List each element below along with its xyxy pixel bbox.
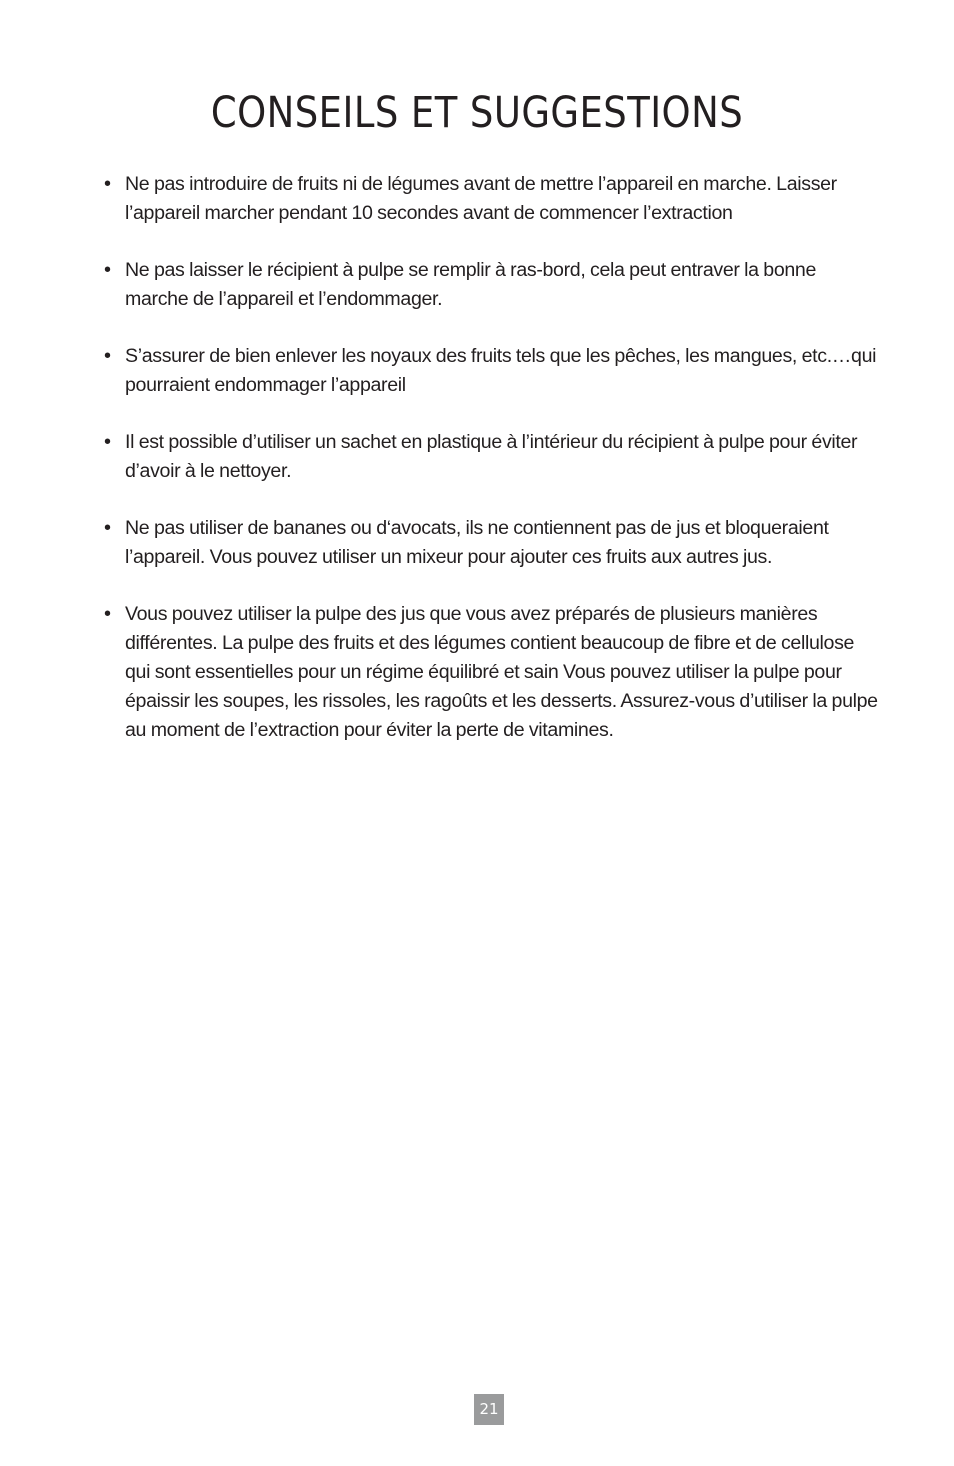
bullet-icon: • bbox=[104, 431, 112, 453]
tip-text: Ne pas utiliser de bananes ou d‘avocats, ils ne contiennent pas de jus et bloqueraient l’appareil. Vous pouvez utiliser un mixeur pour ajouter ces fruits aux autres jus. bbox=[125, 517, 829, 568]
list-item bbox=[104, 342, 879, 400]
tip-text: Vous pouvez utiliser la pulpe des jus que vous avez préparés de plusieurs manières différentes. La pulpe des fruits et des légumes contient beaucoup de fibre et de cellulose qui sont essentielles pour un régime équilibré et sain Vous pouvez utiliser la pulpe pour épaissir les soupes, les rissoles, les ragoûts et les desserts. Assurez-vous d’utiliser la pulpe au moment de l’extraction pour éviter la perte de vitamines. bbox=[125, 603, 878, 741]
bullet-icon: • bbox=[104, 603, 112, 625]
tip-text: Il est possible d’utiliser un sachet en plastique à l’intérieur du récipient à pulpe pour éviter d’avoir à le nettoyer. bbox=[125, 431, 858, 482]
tip-text: S’assurer de bien enlever les noyaux des fruits tels que les pêches, les mangues, etc.…qui pourraient endommager l’appareil bbox=[125, 345, 877, 396]
tip-text: Ne pas introduire de fruits ni de légumes avant de mettre l’appareil en marche. Laisser l’appareil marcher pendant 10 secondes avant de commencer l’extraction bbox=[125, 173, 837, 224]
list-item bbox=[104, 256, 879, 314]
bullet-icon: • bbox=[104, 173, 112, 195]
list-item bbox=[104, 428, 879, 486]
list-item bbox=[104, 170, 879, 228]
page-number: 21 bbox=[474, 1394, 504, 1425]
tips-list bbox=[104, 170, 879, 773]
bullet-icon: • bbox=[104, 259, 112, 281]
list-item bbox=[104, 514, 879, 572]
bullet-icon: • bbox=[104, 517, 112, 539]
page-title: CONSEILS ET SUGGESTIONS bbox=[210, 88, 744, 138]
bullet-icon: • bbox=[104, 345, 112, 367]
tip-text: Ne pas laisser le récipient à pulpe se remplir à ras-bord, cela peut entraver la bonne marche de l’appareil et l’endommager. bbox=[125, 259, 817, 310]
list-item bbox=[104, 600, 879, 745]
